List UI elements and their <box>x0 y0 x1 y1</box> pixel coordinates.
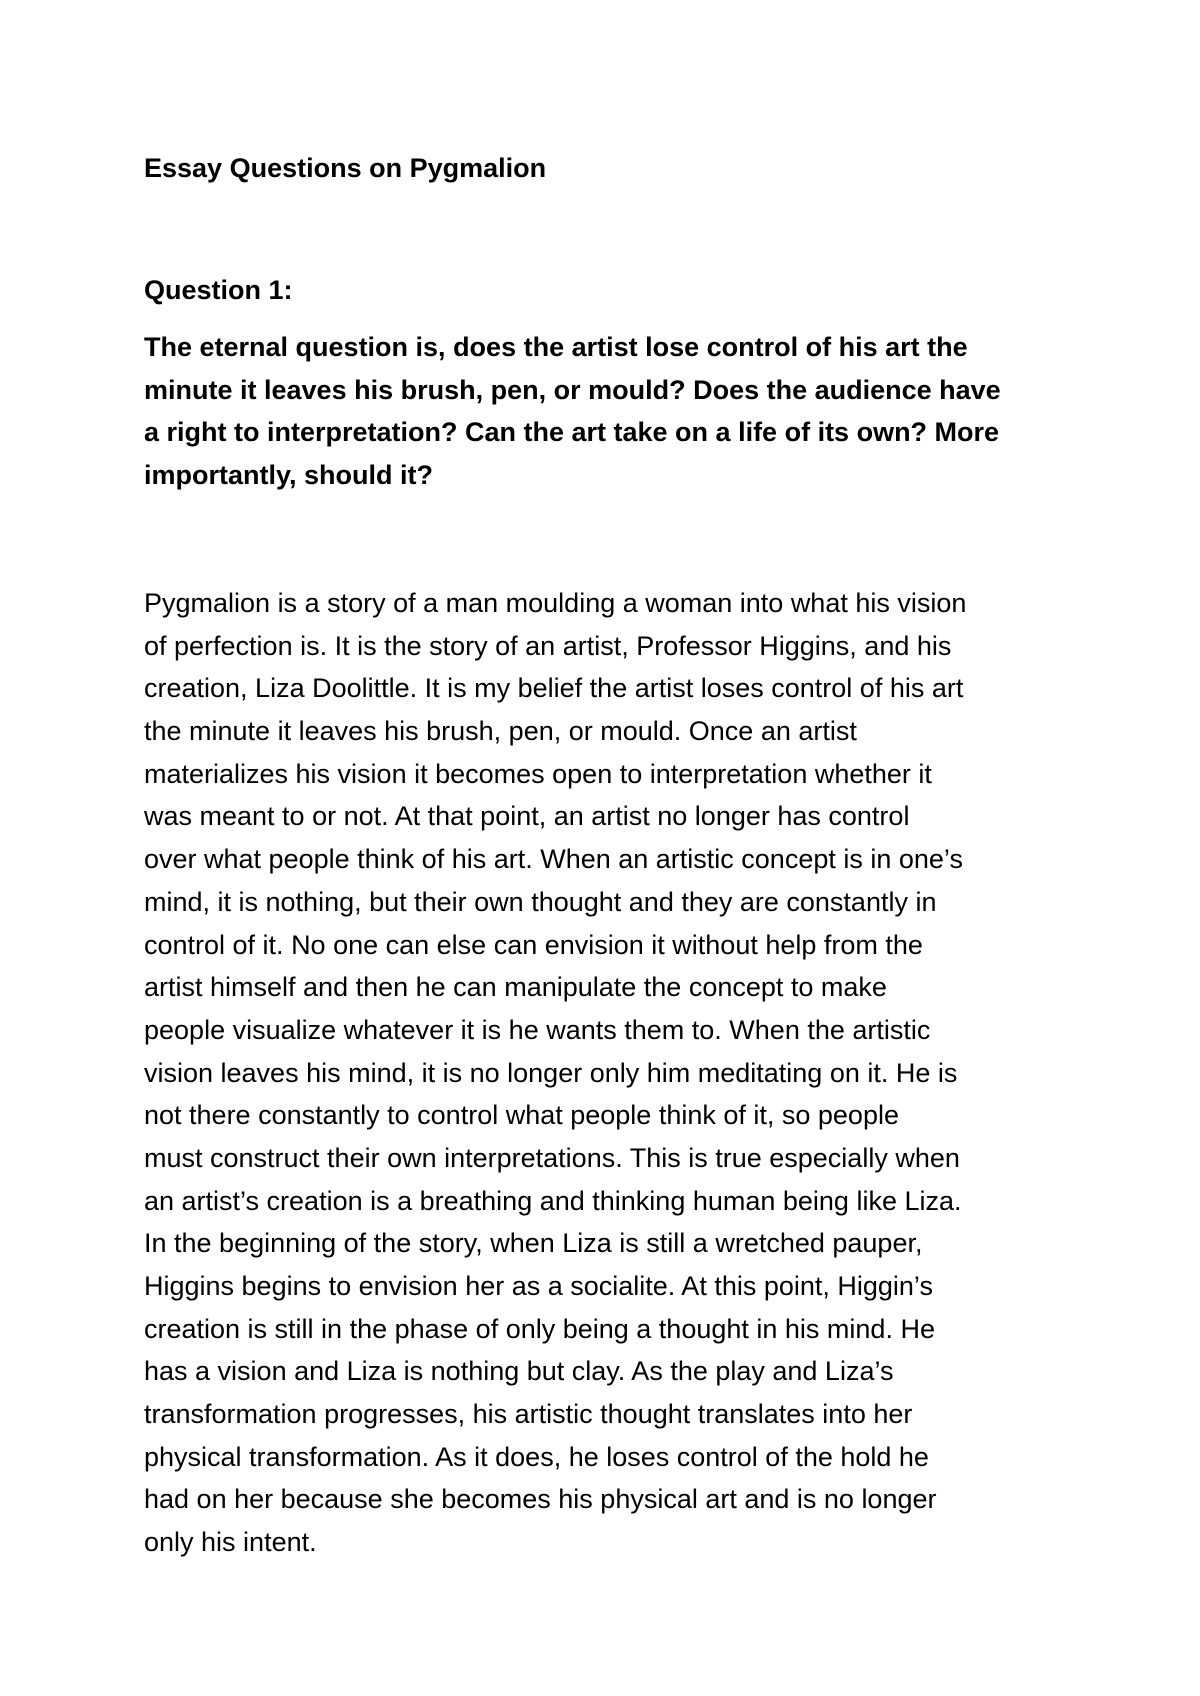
essay-line: must construct their own interpretations. This is true especially when <box>144 1142 960 1173</box>
essay-line: was meant to or not. At that point, an artist no longer has control <box>144 801 910 832</box>
essay-line: control of it. No one can else can envision it without help from the <box>144 929 923 960</box>
question-text <box>144 326 1001 497</box>
question-line: The eternal question is, does the artist lose control of his art the <box>144 332 968 362</box>
question-line: minute it leaves his brush, pen, or mould? Does the audience have <box>144 374 1001 405</box>
essay-line: people visualize whatever it is he wants them to. When the artistic <box>144 1014 931 1045</box>
question-label: Question 1: <box>144 275 293 305</box>
essay-line: not there constantly to control what people think of it, so people <box>144 1100 899 1131</box>
essay-paragraph <box>144 582 966 1564</box>
essay-line: vision leaves his mind, it is no longer only him meditating on it. He is <box>144 1057 958 1088</box>
essay-line: creation is still in the phase of only being a thought in his mind. He <box>144 1313 935 1344</box>
essay-line: In the beginning of the story, when Liza is still a wretched pauper, <box>144 1228 923 1259</box>
essay-line: the minute it leaves his brush, pen, or mould. Once an artist <box>144 716 857 747</box>
essay-line: mind, it is nothing, but their own thought and they are constantly in <box>144 886 937 917</box>
question-line: importantly, should it? <box>144 460 433 491</box>
essay-line: had on her because she becomes his physical art and is no longer <box>144 1484 937 1515</box>
essay-line: Higgins begins to envision her as a socialite. At this point, Higgin’s <box>144 1271 933 1301</box>
essay-line: only his intent. <box>144 1527 317 1558</box>
essay-line: creation, Liza Doolittle. It is my belief the artist loses control of his art <box>144 673 964 704</box>
essay-line: artist himself and then he can manipulate the concept to make <box>144 972 887 1003</box>
essay-line: has a vision and Liza is nothing but clay. As the play and Liza’s <box>144 1356 894 1387</box>
essay-line: transformation progresses, his artistic thought translates into her <box>144 1399 913 1430</box>
essay-line: over what people think of his art. When an artistic concept is in one’s <box>144 844 963 875</box>
essay-line: materializes his vision it becomes open to interpretation whether it <box>144 758 932 789</box>
essay-line: Pygmalion is a story of a man moulding a woman into what his vision <box>144 588 967 618</box>
essay-line: physical transformation. As it does, he loses control of the hold he <box>144 1441 929 1472</box>
essay-line: of perfection is. It is the story of an artist, Professor Higgins, and his <box>144 630 952 661</box>
essay-line: an artist’s creation is a breathing and thinking human being like Liza. <box>144 1185 962 1216</box>
document-title: Essay Questions on Pygmalion <box>144 153 547 183</box>
question-line: a right to interpretation? Can the art take on a life of its own? More <box>144 417 1000 448</box>
